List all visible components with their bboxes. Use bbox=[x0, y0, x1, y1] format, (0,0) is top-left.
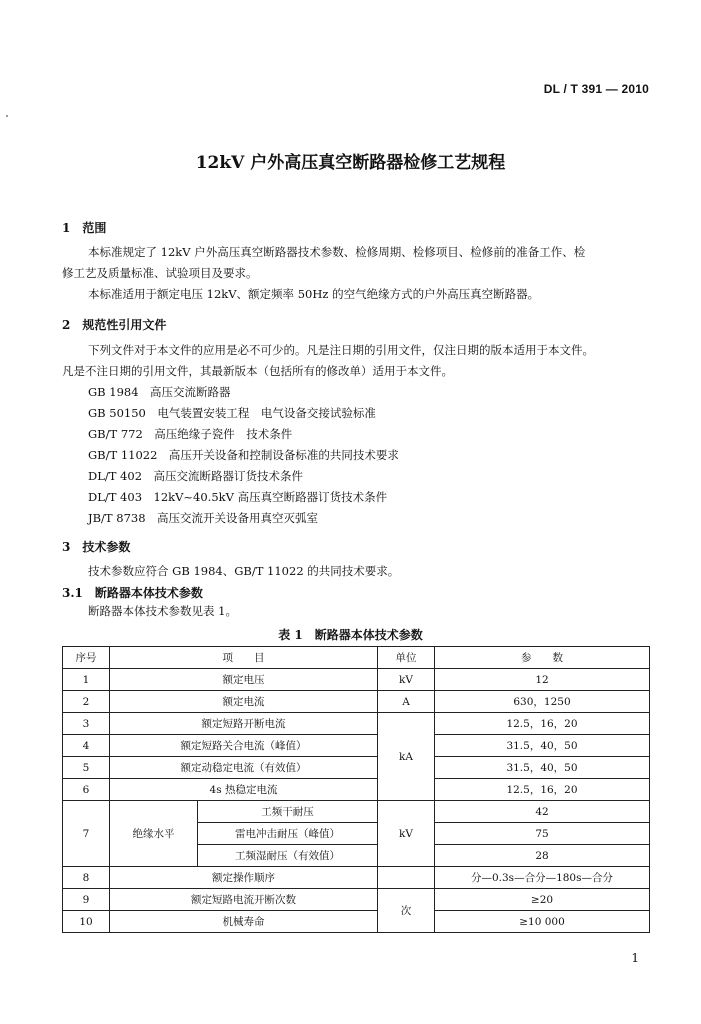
row-seq: 1 bbox=[63, 669, 110, 691]
row-group: 绝缘水平 bbox=[110, 801, 198, 867]
table-header-row bbox=[63, 647, 650, 669]
section-2-para-line1: 下列文件对于本文件的应用是必不可少的。凡是注日期的引用文件，仅注日期的版本适用于本文件。 bbox=[88, 343, 594, 357]
page-number: 1 bbox=[631, 951, 639, 965]
section-3-heading: 3 技术参数 bbox=[62, 540, 131, 554]
row-item: 额定短路电流开断次数 bbox=[110, 889, 378, 911]
section-2-para-line2: 凡是不注日期的引用文件，其最新版本（包括所有的修改单）适用于本文件。 bbox=[62, 364, 453, 378]
parameters-table bbox=[62, 646, 650, 933]
table-row bbox=[63, 801, 650, 823]
table-caption: 表 1 断路器本体技术参数 bbox=[278, 628, 423, 642]
row-subitem: 工频干耐压 bbox=[198, 801, 378, 823]
row-value: 分—0.3s—合分—180s—合分 bbox=[435, 867, 650, 889]
scan-speck bbox=[6, 115, 8, 117]
section-1-para1-line2: 修工艺及质量标准、试验项目及要求。 bbox=[62, 266, 258, 280]
header-seq: 序号 bbox=[63, 647, 110, 669]
table-row bbox=[63, 867, 650, 889]
row-item: 额定短路开断电流 bbox=[110, 713, 378, 735]
table-row bbox=[63, 691, 650, 713]
row-value: 630，1250 bbox=[435, 691, 650, 713]
row-unit-ci: 次 bbox=[378, 889, 435, 933]
row-value: 75 bbox=[435, 823, 650, 845]
header-item: 项 目 bbox=[110, 647, 378, 669]
row-seq: 5 bbox=[63, 757, 110, 779]
reference-item: DL/T 403 12kV~40.5kV 高压真空断路器订货技术条件 bbox=[88, 490, 388, 504]
reference-item: GB/T 772 高压绝缘子瓷件 技术条件 bbox=[88, 427, 293, 441]
section-1-heading: 1 范围 bbox=[62, 221, 107, 235]
table-row bbox=[63, 669, 650, 691]
row-unit: kV bbox=[378, 669, 435, 691]
row-value: 12.5，16，20 bbox=[435, 779, 650, 801]
row-subitem: 雷电冲击耐压（峰值） bbox=[198, 823, 378, 845]
row-item: 额定操作顺序 bbox=[110, 867, 378, 889]
row-unit-ka: kA bbox=[378, 713, 435, 801]
header-unit: 单位 bbox=[378, 647, 435, 669]
table-row bbox=[63, 713, 650, 735]
row-seq: 4 bbox=[63, 735, 110, 757]
row-item: 额定电流 bbox=[110, 691, 378, 713]
row-unit: A bbox=[378, 691, 435, 713]
section-2-heading: 2 规范性引用文件 bbox=[62, 318, 167, 332]
section-1-para2: 本标准适用于额定电压 12kV、额定频率 50Hz 的空气绝缘方式的户外高压真空断路器。 bbox=[88, 287, 540, 301]
reference-item: GB 50150 电气装置安装工程 电气设备交接试验标准 bbox=[88, 406, 376, 420]
row-item: 4s 热稳定电流 bbox=[110, 779, 378, 801]
row-item: 额定动稳定电流（有效值） bbox=[110, 757, 378, 779]
document-title: 12kV 户外高压真空断路器检修工艺规程 bbox=[195, 153, 506, 173]
reference-item: JB/T 8738 高压交流开关设备用真空灭弧室 bbox=[88, 511, 319, 525]
header-value: 参 数 bbox=[435, 647, 650, 669]
row-value: 31.5，40，50 bbox=[435, 735, 650, 757]
row-item: 机械寿命 bbox=[110, 911, 378, 933]
reference-item: DL/T 402 高压交流断路器订货技术条件 bbox=[88, 469, 304, 483]
row-value: 12 bbox=[435, 669, 650, 691]
section-1-para1-line1: 本标准规定了 12kV 户外高压真空断路器技术参数、检修周期、检修项目、检修前的准备工作、检 bbox=[88, 245, 586, 259]
table-row bbox=[63, 735, 650, 757]
row-unit: kV bbox=[378, 801, 435, 867]
row-seq: 10 bbox=[63, 911, 110, 933]
row-item: 额定短路关合电流（峰值） bbox=[110, 735, 378, 757]
row-value: 31.5，40，50 bbox=[435, 757, 650, 779]
row-item: 额定电压 bbox=[110, 669, 378, 691]
row-value: 12.5，16，20 bbox=[435, 713, 650, 735]
row-value: ≥20 bbox=[435, 889, 650, 911]
row-subitem: 工频湿耐压（有效值） bbox=[198, 845, 378, 867]
row-seq: 2 bbox=[63, 691, 110, 713]
table-row bbox=[63, 911, 650, 933]
row-value: 42 bbox=[435, 801, 650, 823]
reference-item: GB 1984 高压交流断路器 bbox=[88, 385, 231, 399]
standard-number: DL / T 391 — 2010 bbox=[543, 82, 649, 96]
row-seq: 7 bbox=[63, 801, 110, 867]
row-value: ≥10 000 bbox=[435, 911, 650, 933]
reference-item: GB/T 11022 高压开关设备和控制设备标准的共同技术要求 bbox=[88, 448, 399, 462]
table-row bbox=[63, 757, 650, 779]
table-row bbox=[63, 779, 650, 801]
row-seq: 6 bbox=[63, 779, 110, 801]
table-row bbox=[63, 889, 650, 911]
row-seq: 3 bbox=[63, 713, 110, 735]
row-value: 28 bbox=[435, 845, 650, 867]
section-3-para: 技术参数应符合 GB 1984、GB/T 11022 的共同技术要求。 bbox=[88, 564, 400, 578]
section-3-1-heading: 3.1 断路器本体技术参数 bbox=[62, 586, 203, 600]
row-seq: 8 bbox=[63, 867, 110, 889]
section-3-1-para: 断路器本体技术参数见表 1。 bbox=[88, 604, 237, 618]
row-unit-empty bbox=[378, 867, 435, 889]
row-seq: 9 bbox=[63, 889, 110, 911]
